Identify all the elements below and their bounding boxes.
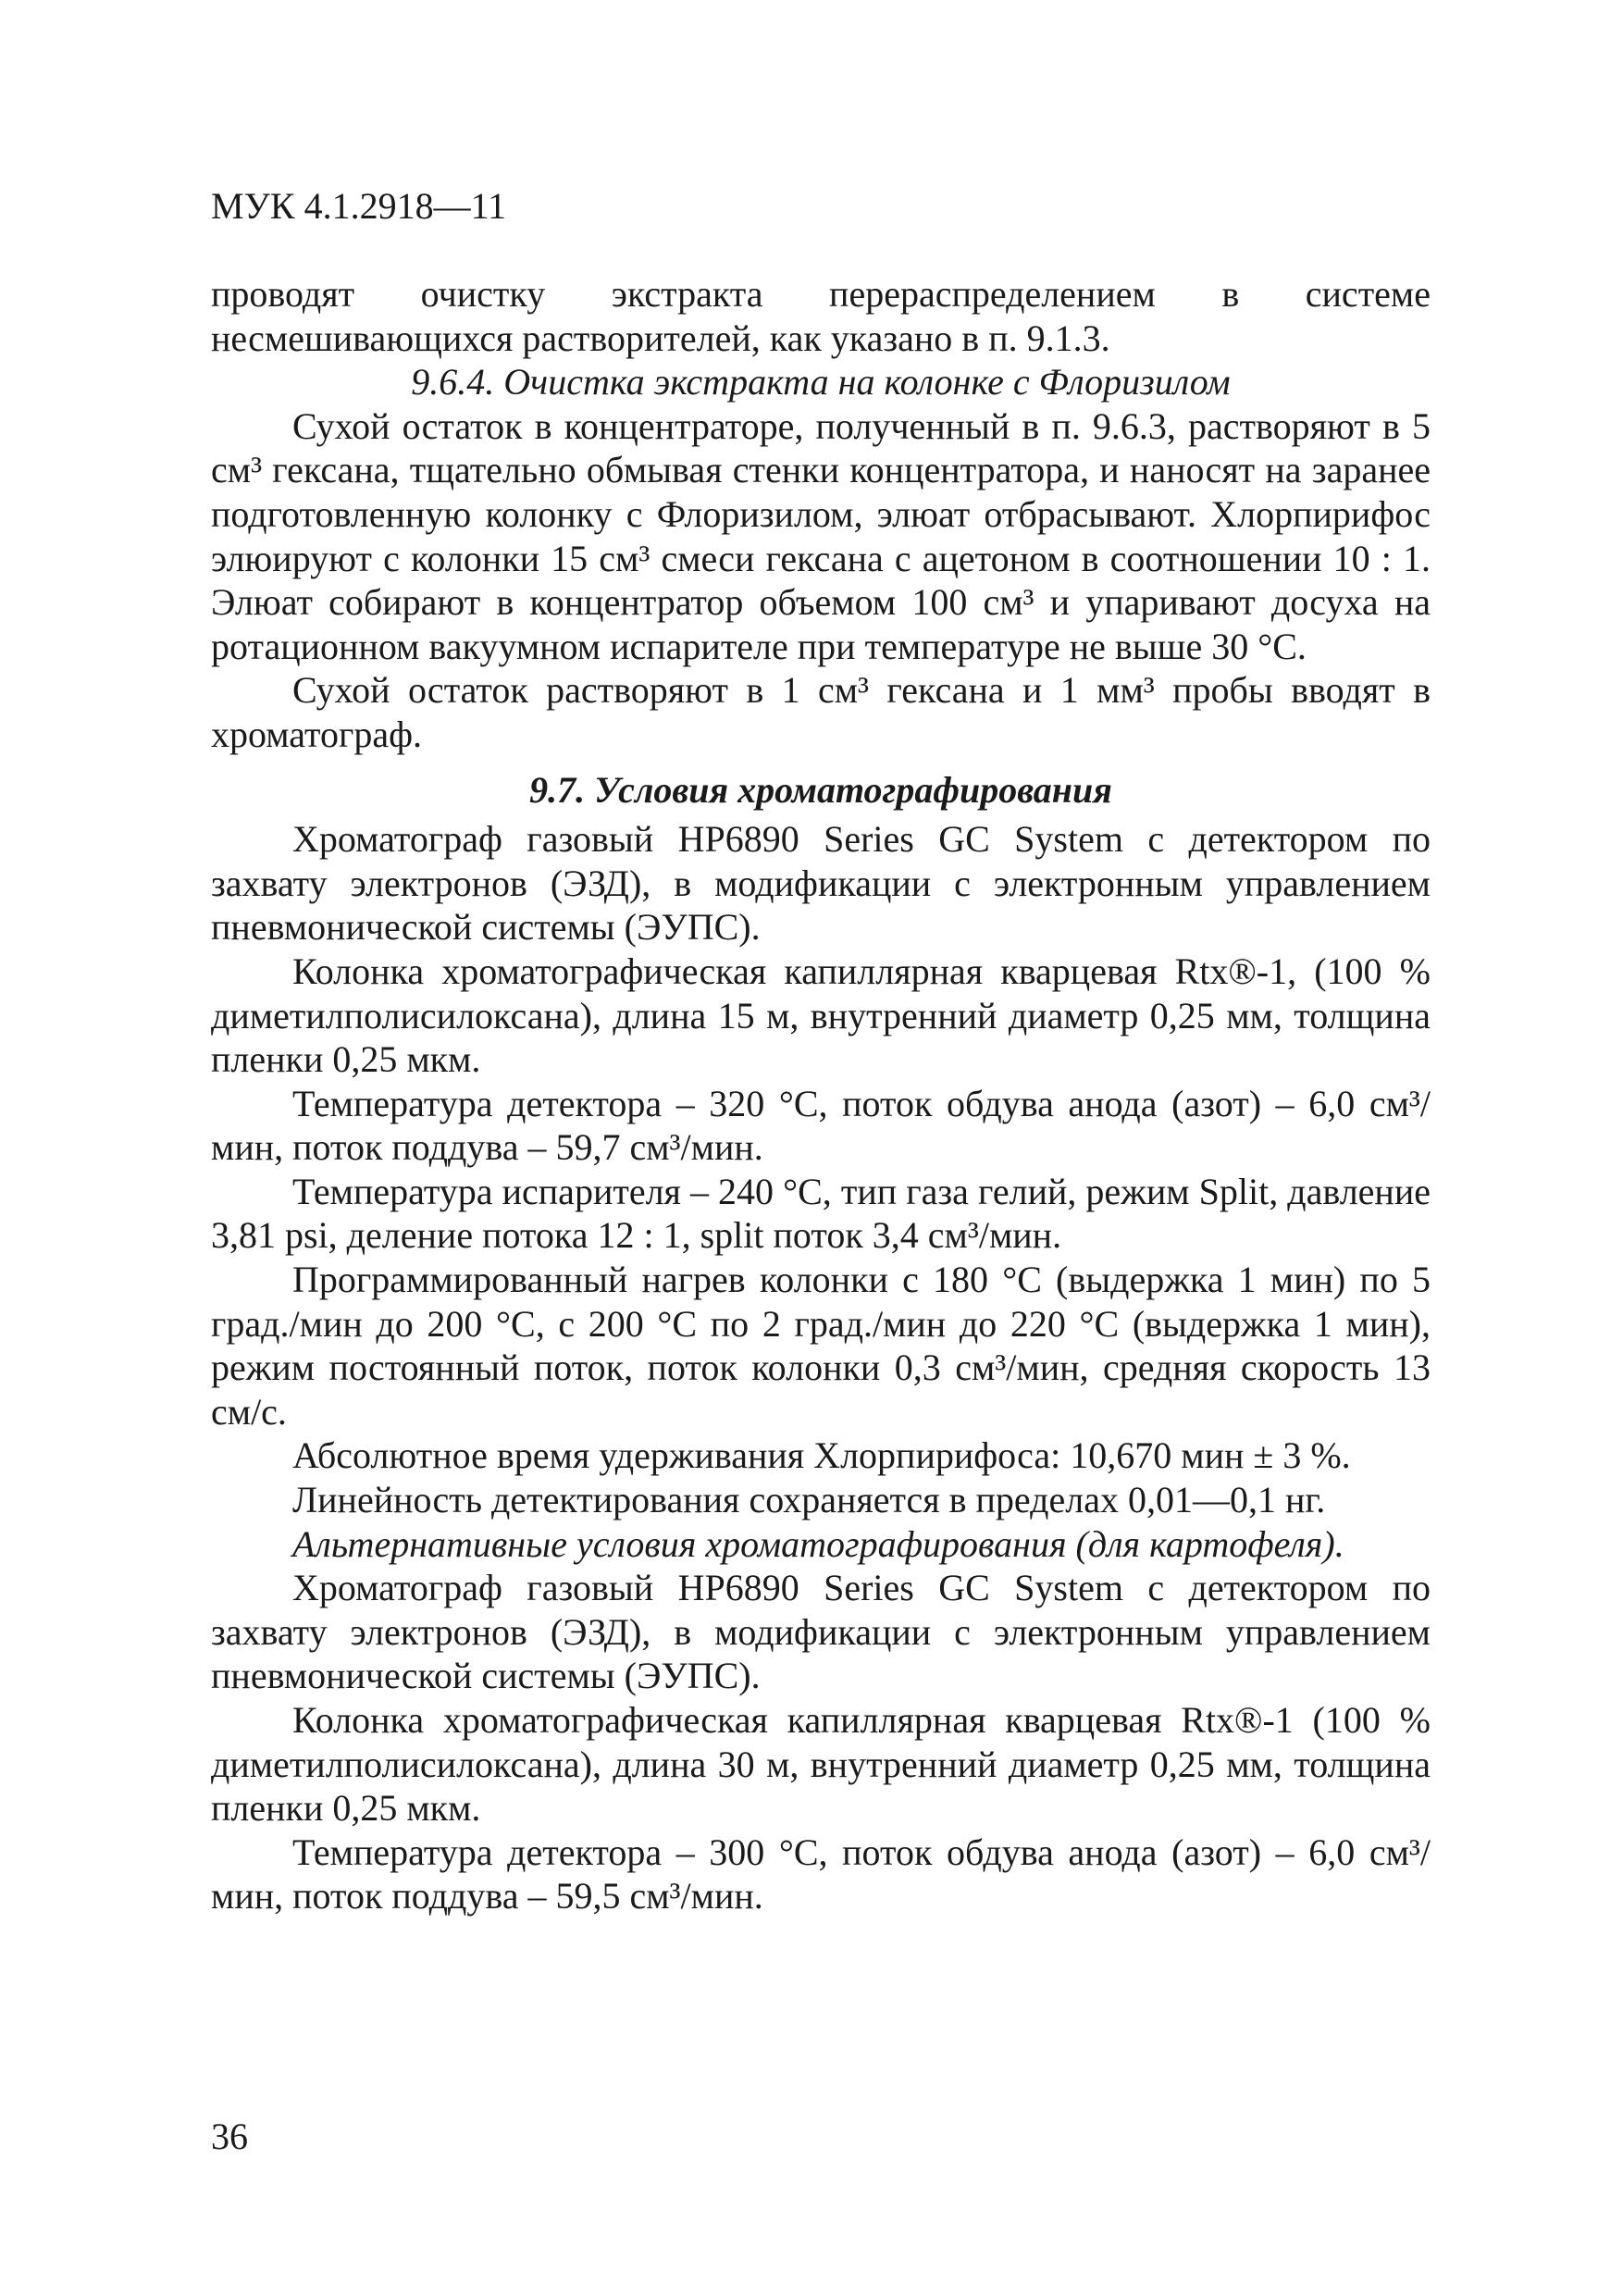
- running-header: МУК 4.1.2918—11: [211, 185, 507, 227]
- paragraph-program-heat: Программированный нагрев колонки с 180 °С (выдержка 1 мин) по 5 град./мин до 200 °С, с 200 °С по 2 град./мин до 220 °С (выдержка 1 мин), режим постоянный поток, поток колонки 0,3 см³/мин, средняя скорость 13 см/с.: [211, 1259, 1431, 1433]
- subsection-title: 9.6.4. Очистка экстракта на колонке с Флоризилом: [411, 361, 1231, 403]
- paragraph-column-1: Колонка хроматографическая капиллярная кварцевая Rtx®-1, (100 % диметилполисилоксана), длина 15 м, внутренний диаметр 0,25 мм, толщина пленки 0,25 мкм.: [211, 949, 1431, 1081]
- paragraph-chromatograph-1: Хроматограф газовый HP6890 Series GC System с детектором по захвату электронов (ЭЗД), в модификации с электронным управлением пневмонической системы (ЭУПС).: [211, 818, 1431, 949]
- section-title: 9.7. Условия хроматографирования: [529, 768, 1112, 811]
- paragraph-alt-conditions: Альтернативные условия хроматографирования (для картофеля).: [292, 1522, 1344, 1565]
- paragraph-florisil-2: Сухой остаток растворяют в 1 см³ гексана и 1 мм³ пробы вводят в хроматограф.: [211, 669, 1431, 755]
- paragraph-detector-temp-1: Температура детектора – 320 °С, поток обдува анода (азот) – 6,0 см³/мин, поток поддува – 59,7 см³/мин.: [211, 1082, 1431, 1169]
- paragraph-detector-temp-2: Температура детектора – 300 °С, поток обдува анода (азот) – 6,0 см³/мин, поток поддува – 59,5 см³/мин.: [211, 1831, 1431, 1917]
- paragraph-chromatograph-2: Хроматограф газовый HP6890 Series GC System с детектором по захвату электронов (ЭЗД), в модификации с электронным управлением пневмонической системы (ЭУПС).: [211, 1567, 1431, 1697]
- paragraph-linearity: Линейность детектирования сохраняется в пределах 0,01—0,1 нг.: [292, 1479, 1326, 1521]
- paragraph-evaporator-temp: Температура испарителя – 240 °С, тип газа гелий, режим Split, давление 3,81 psi, деление потока 12 : 1, split поток 3,4 см³/мин.: [211, 1170, 1431, 1257]
- paragraph-intro: проводят очистку экстракта перераспределением в системе несмешивающихся растворителей, как указано в п. 9.1.3.: [211, 273, 1431, 359]
- paragraph-column-2: Колонка хроматографическая капиллярная кварцевая Rtx®-1 (100 % диметилполисилоксана), длина 30 м, внутренний диаметр 0,25 мм, толщина пленки 0,25 мкм.: [211, 1699, 1431, 1830]
- page-number: 36: [211, 2116, 248, 2157]
- body-text: [211, 272, 1431, 1918]
- paragraph-florisil-1: Сухой остаток в концентраторе, полученный в п. 9.6.3, растворяют в 5 см³ гексана, тщательно обмывая стенки концентратора, и наносят на заранее подготовленную колонку с Флоризилом, элюат отбрасывают. Хлорпирифос элюируют с колонки 15 см³ смеси гексана с ацетоном в соотношении 10 : 1. Элюат собирают в концентратор объемом 100 см³ и упаривают досуха на ротационном вакуумном испарителе при температуре не выше 30 °С.: [211, 404, 1431, 667]
- paragraph-retention: Абсолютное время удерживания Хлорпирифоса: 10,670 мин ± 3 %.: [292, 1434, 1351, 1477]
